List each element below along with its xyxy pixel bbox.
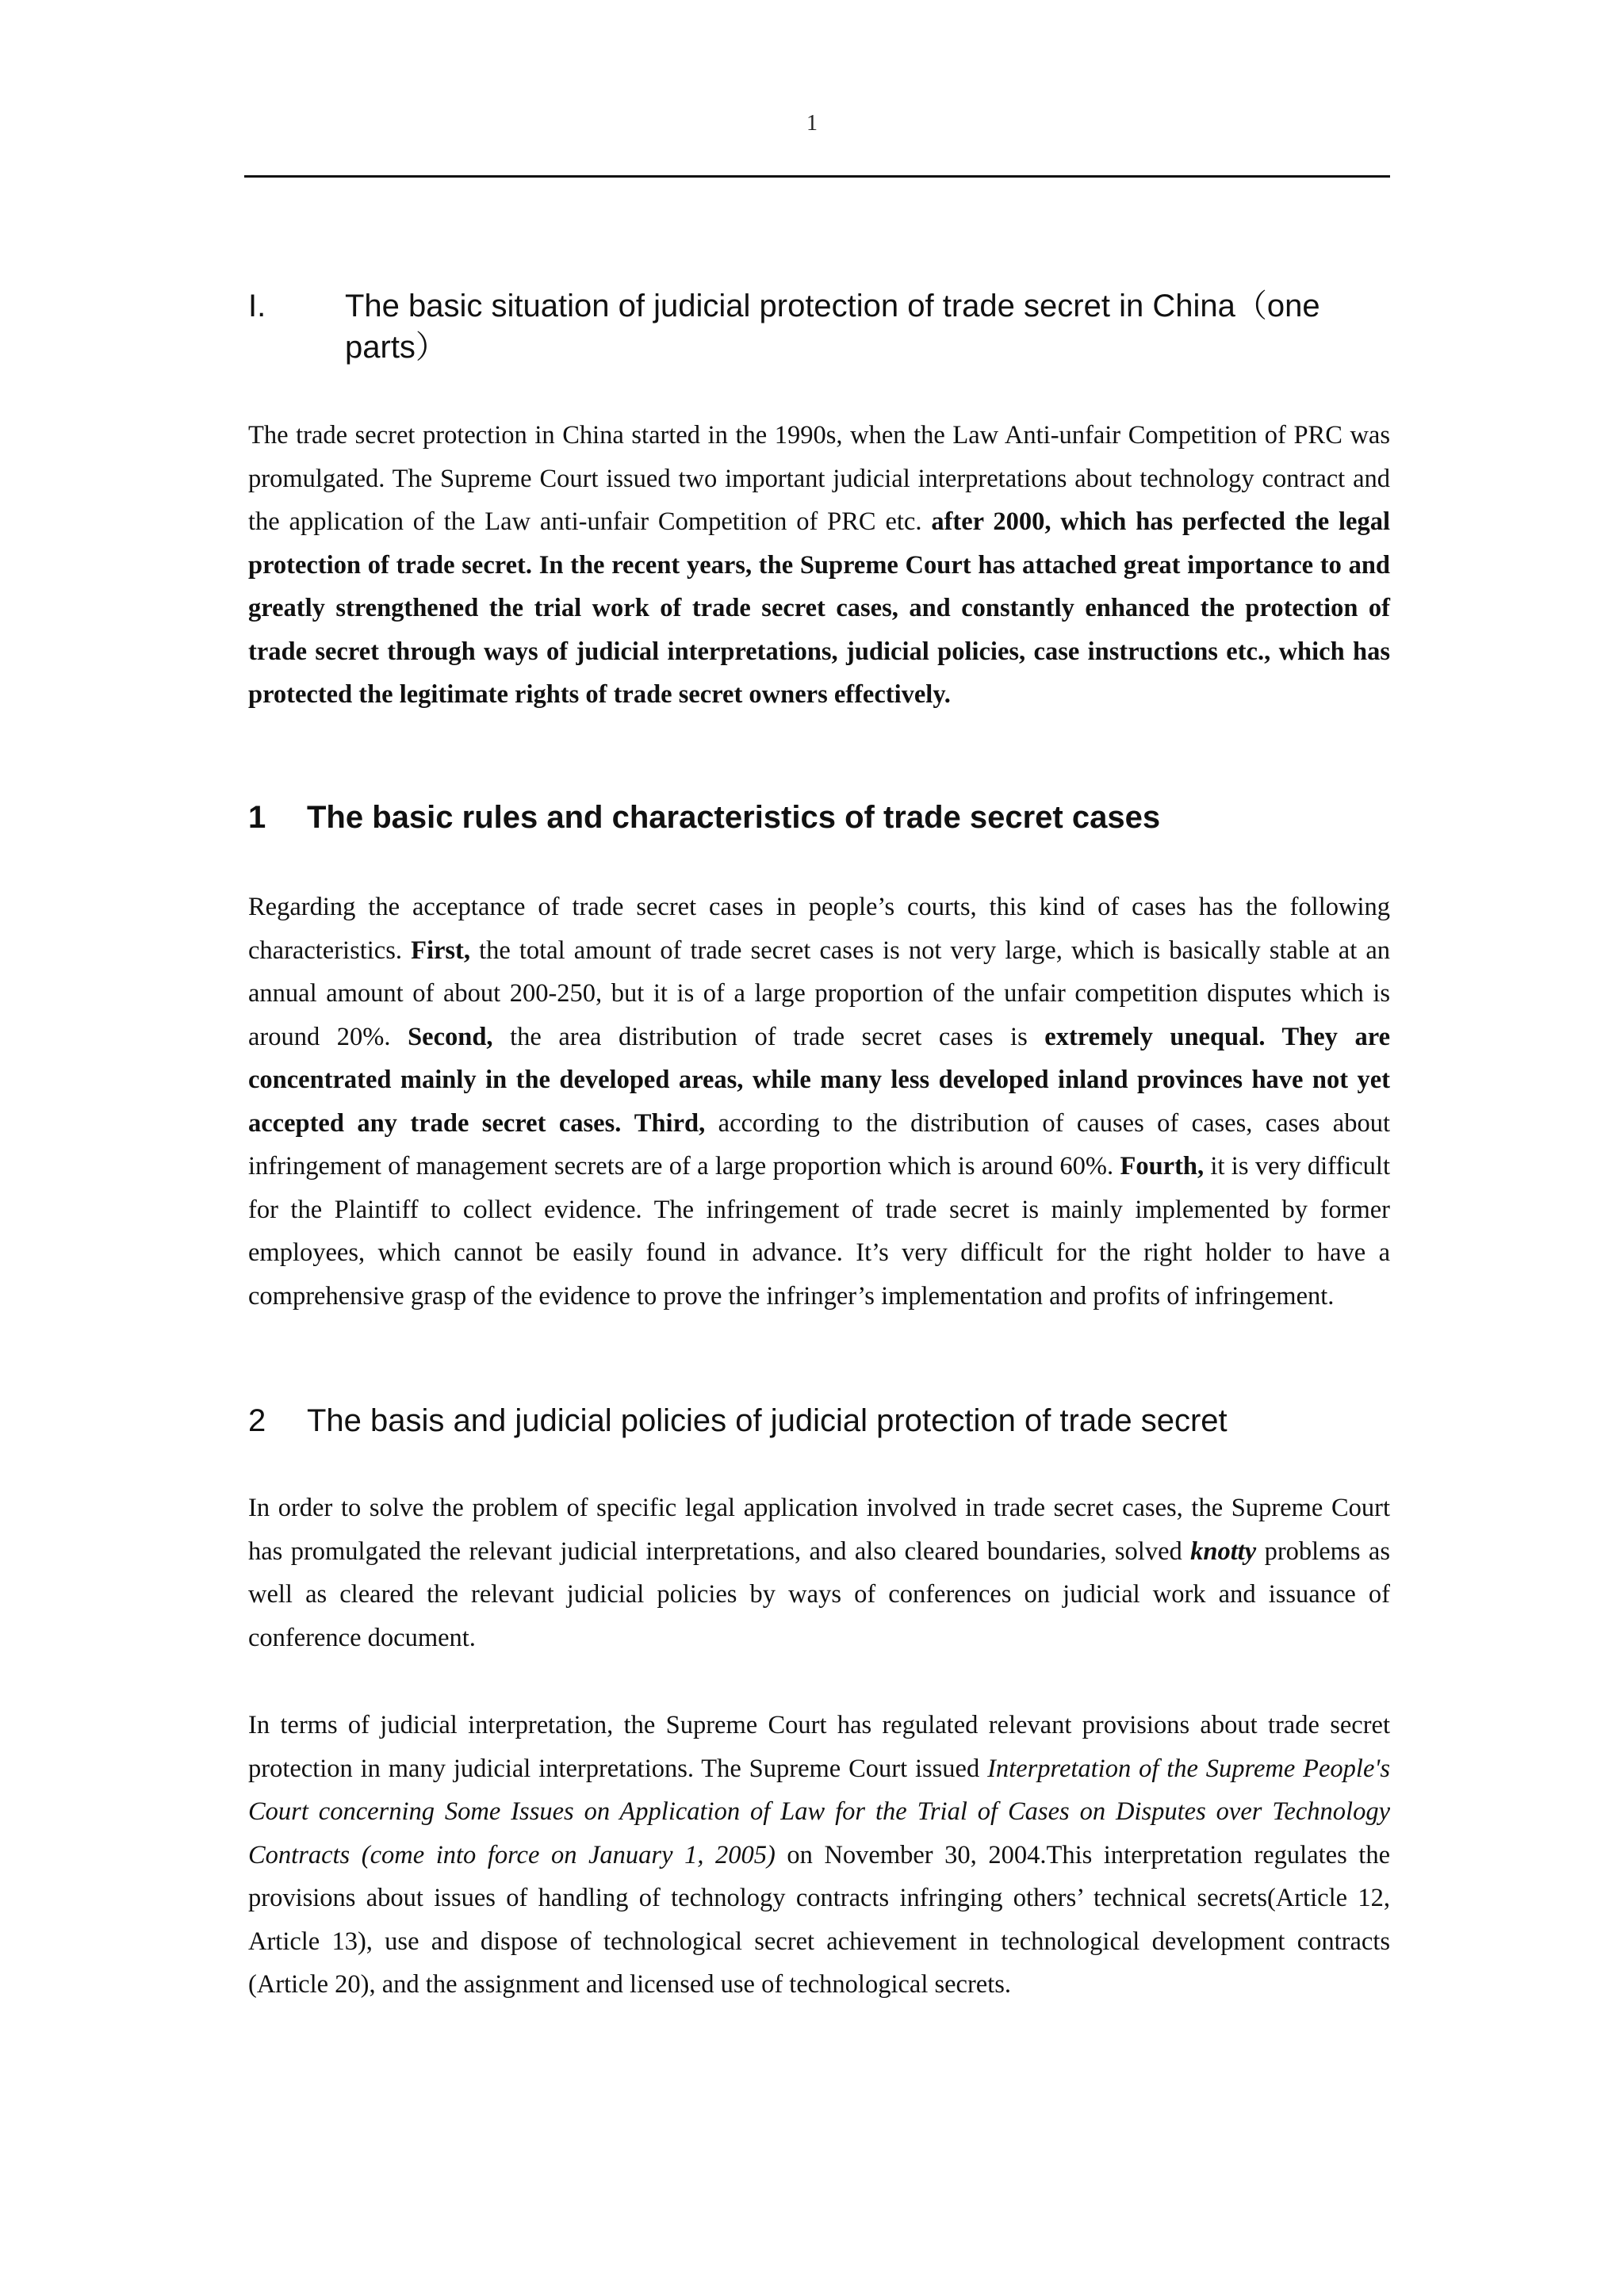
text-run: In terms of judicial interpretation, the Supreme Court has regulated relevant provisions about trade secret protection in many judicial interpretations. The Supreme Court issued [248, 1711, 1390, 1783]
interpretation-title: Interpretation of the Supreme People's Court concerning Some Issues on Application of Law for the Trial of Cases on Disputes over Technology Contracts (come into force on January 1, 2005) [248, 1754, 1390, 1869]
text-run: on November 30, 2004.This interpretation regulates the provisions about issues of handling of technology contracts infringing others’ technical secrets(Article 12, Article 13), use and dispose of technological secret achievement in technological development contracts (Article 20), and the assignment and licensed use of technological secrets. [248, 1840, 1390, 1999]
legal-application-paragraph [248, 1487, 1390, 1659]
page-number: 1 [806, 111, 818, 136]
first-label: First, [411, 936, 470, 965]
section-title: The basic situation of judicial protection of trade secret in China（one parts） [345, 289, 1320, 365]
header-divider [244, 175, 1390, 178]
fourth-label: Fourth, [1120, 1152, 1205, 1181]
subheading-2-title: The basis and judicial policies of judicial protection of trade secret [307, 1403, 1228, 1438]
text-run: problems as well as cleared the relevant judicial policies by ways of conferences on judicial work and issuance of conference document. [248, 1536, 1390, 1652]
judicial-interpretation-paragraph [248, 1704, 1390, 2007]
section-number: I. [248, 289, 266, 323]
text-run: the area distribution of trade secret cases is [492, 1022, 1045, 1051]
subheading-1-title: The basic rules and characteristics of trade secret cases [307, 800, 1161, 835]
bold-run: extremely unequal. They are concentrated mainly in the developed areas, while many less developed inland provinces have not yet accepted any trade secret cases. [248, 1022, 1390, 1138]
intro-text: The trade secret protection in China started in the 1990s, when the Law Anti-unfair Competition of PRC was promulgated. The Supreme Court issued two important judicial interpretations about technology contract and the application of the Law anti-unfair Competition of PRC etc. [248, 421, 1390, 536]
intro-bold-text: after 2000, which has perfected the legal protection of trade secret. In the recent years, the Supreme Court has attached great importance to and greatly strengthened the trial work of trade secret cases, and constantly enhanced the protection of trade secret through ways of judicial interpretations, judicial policies, case instructions etc., which has protected the legitimate rights of trade secret owners effectively. [248, 507, 1390, 709]
knotty-emphasis: knotty [1190, 1536, 1257, 1566]
text-run: the total amount of trade secret cases is not very large, which is basically stable at an annual amount of about 200-250, but it is of a large proportion of the unfair competition disputes which is around 20%. [248, 936, 1391, 1051]
text-run: Regarding the acceptance of trade secret cases in people’s courts, this kind of cases has the following characteristics. [248, 893, 1390, 965]
characteristics-paragraph [248, 886, 1390, 1318]
third-label: Third, [634, 1108, 706, 1138]
second-label: Second, [408, 1022, 493, 1051]
intro-paragraph [248, 414, 1390, 717]
text-run: it is very difficult for the Plaintiff to collect evidence. The infringement of trade secret is mainly implemented by former employees, which cannot be easily found in advance. It’s very difficult for the right holder to have a comprehensive grasp of the evidence to prove the infringer’s implementation and profits of infringement. [248, 1152, 1390, 1311]
subheading-1-number: 1 [248, 800, 266, 835]
subheading-2-number: 2 [248, 1403, 266, 1438]
text-run: according to the distribution of causes of cases, cases about infringement of management secrets are of a large proportion which is around 60%. [248, 1108, 1390, 1181]
text-run: In order to solve the problem of specific legal application involved in trade secret cases, the Supreme Court has promulgated the relevant judicial interpretations, and also cleared boundaries, solved [248, 1494, 1390, 1566]
